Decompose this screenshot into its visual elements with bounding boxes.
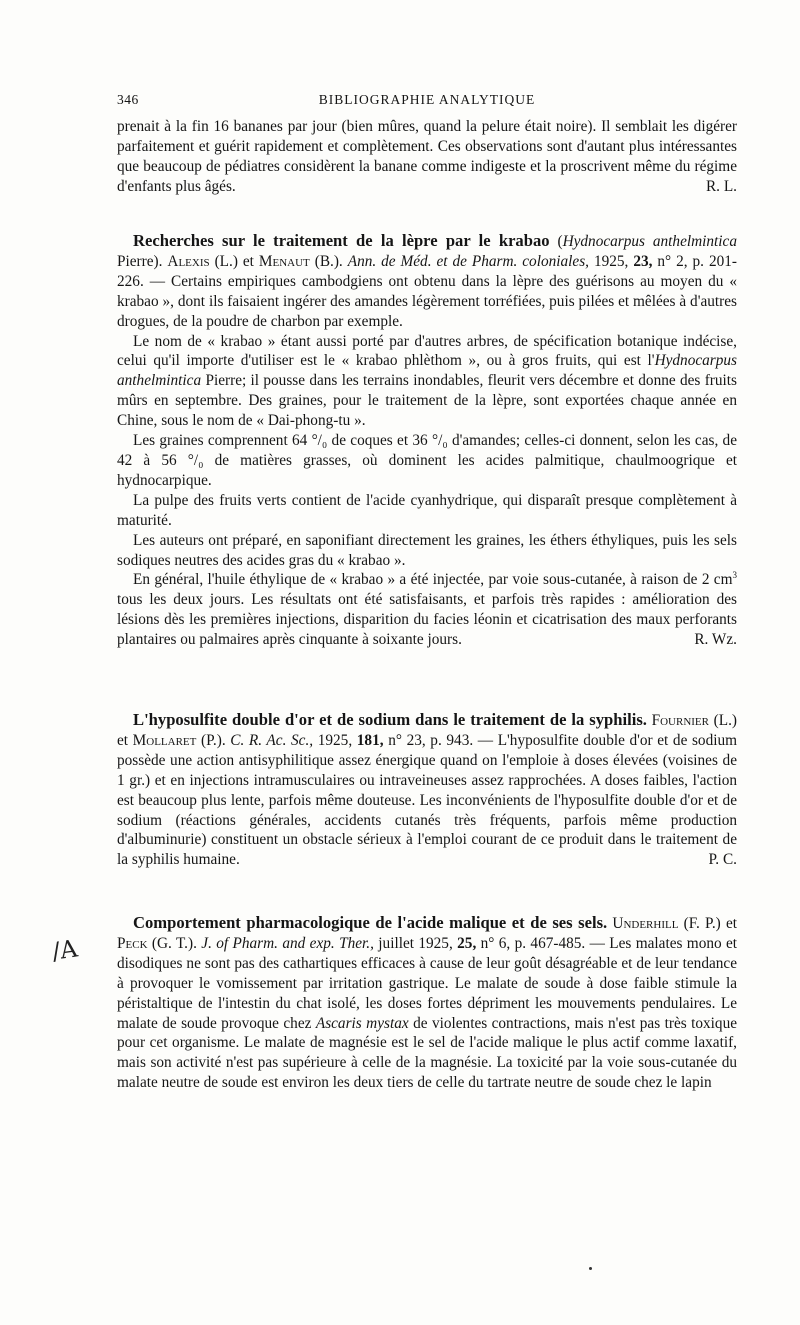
running-title: BIBLIOGRAPHIE ANALYTIQUE	[318, 92, 536, 107]
entry-title: Recherches sur le traitement de la lèpre par le krabao	[133, 231, 550, 250]
author-initial: (B.).	[314, 252, 343, 270]
text: tous les deux jours. Les résultats ont été satisfaisants, et parfois très rapides : amélioration des lésions dès les premières injections, disparition du facies léonin et cicatrisation des maux perforants plantaires ou palmaires après cinquante à soixante jours.	[117, 591, 737, 649]
author-name: Peck	[117, 934, 148, 952]
author-name: Alexis	[167, 252, 210, 270]
entry-citation	[117, 913, 737, 1093]
page-number: 346	[117, 92, 139, 107]
abstract-entry-hyposulfite	[117, 710, 737, 870]
print-speck	[589, 1267, 592, 1270]
running-header	[117, 92, 737, 112]
abstract-text: n° 6, p. 467-485. — Les malates mono et disodiques ne sont pas des cathartiques efficaces à cause de leur goût désagréable et de leur tendance à provoquer le vomissement par irritation gastrique. Le malate de soude à dose faible stimule la péristaltique de l'intestin du chat isolé, les doses fortes dépriment les mouvements pendulaires. Le malate de soude provoque chez	[117, 934, 738, 1032]
abstract-entry-krabao	[117, 231, 737, 650]
date: juillet 1925,	[378, 934, 453, 952]
author-initial: (G. T.).	[151, 934, 197, 952]
entry-title: Comportement pharmacologique de l'acide malique et de ses sels.	[133, 913, 608, 932]
text: Pierre; il pousse dans les terrains inondables, fleurit vers décembre et donne des fruits mûrs en septembre. Des graines, pour le traitement de la lèpre, sont exportées chaque année en Chine, sous le nom de « Dai-phong-tu ».	[117, 372, 737, 430]
author-initial: (F. P.) et	[683, 915, 738, 932]
author-name: Underhill	[612, 915, 679, 932]
author-initial: (L.) et	[117, 712, 738, 749]
abstract-text: n° 2, p. 201-226. — Certains empiriques cambodgiens ont obtenu dans la lèpre des guérisons au moyen du « krabao », dont ils faisaient ingérer des amandes légèrement torréfiées, puis pilées et mêlées à d'autres drogues, de la poudre de charbon par exemple.	[117, 252, 737, 330]
paragraph: Les auteurs ont préparé, en saponifiant directement les graines, les éthers éthyliques, puis les sels sodiques neutres des acides gras du « krabao ».	[117, 531, 737, 569]
author-name: Mollaret	[132, 731, 197, 749]
superscript: 3	[732, 570, 737, 581]
volume: 181,	[356, 731, 384, 749]
year: 1925,	[317, 731, 353, 749]
signature: R. L.	[705, 177, 737, 195]
handwritten-margin-mark: /A	[50, 934, 80, 966]
paragraph: Les graines comprennent 64 °/₀ de coques et 36 °/₀ d'amandes; celles-ci donnent, selon les cas, de 42 à 56 °/₀ de matières grasses, où dominent les acides palmitique, chaulmoogrique et hydnocarpique.	[117, 432, 737, 489]
journal-name: C. R. Ac. Sc.,	[230, 731, 314, 749]
authority: Pierre).	[117, 252, 163, 270]
volume: 25,	[457, 934, 477, 952]
text: En général, l'huile éthylique de « krabao » a été injectée, par voie sous-cutanée, à raison de 2 cm	[133, 571, 733, 589]
intro-section	[117, 117, 737, 197]
entry-citation	[117, 710, 737, 870]
intro-text: prenait à la fin 16 bananes par jour (bien mûres, quand la pelure était noire). Il semblait les digérer parfaitement et guérit rapidement et complètement. Ces observations sont d'autant plus intéressantes que beaucoup de pédiatres considèrent la banane comme indigeste et la proscrivent même du régime d'enfants plus âgés.	[117, 118, 737, 195]
journal-name: Ann. de Méd. et de Pharm. coloniales,	[347, 252, 589, 270]
author-name: Menaut	[258, 252, 310, 270]
abstract-text: de violentes contractions, mais n'est pas très toxique pour cet organisme. Le malate de magnésie est le sel de l'acide malique le plus actif comme laxatif, mais son activité n'est pas supérieure à celle de la magnésie. La toxicité par la voie sous-cutanée du malate neutre de soude est environ les deux tiers de celle du tartrate neutre de soude chez le lapin	[117, 1014, 738, 1092]
paragraph	[117, 332, 737, 432]
year: 1925,	[593, 252, 629, 270]
journal-name: J. of Pharm. and exp. Ther.,	[201, 934, 374, 952]
latin-name: Hydnocarpus anthelmintica	[562, 233, 737, 250]
latin-name: Hydnocarpus anthelmintica	[117, 352, 737, 390]
signature: P. C.	[708, 851, 737, 869]
text: Le nom de « krabao » étant aussi porté par d'autres arbres, de spécification botanique indécise, celui qu'il importe d'utiliser est le « krabao phlèthom », ou à gros fruits, qui est l'	[117, 332, 737, 370]
volume: 23,	[633, 252, 653, 270]
paragraph: La pulpe des fruits verts contient de l'acide cyanhydrique, qui disparaît presque complètement à maturité.	[117, 491, 737, 529]
latin-name: Ascaris mystax	[315, 1014, 409, 1032]
intro-paragraph	[117, 117, 737, 197]
author-initial: (L.) et	[214, 252, 254, 270]
entry-citation: Recherches sur le traitement de la lèpre par le krabao (Hydnocarpus anthelmintica Pierre). Alexis (L.) et Menaut (B.). Ann. de Méd. et de Pharm. coloniales, 1925, 23, n° 2, p. 201-226. — Certains empiriques cambodgiens ont obtenu dans la lèpre des guérisons au moyen du « krabao », dont ils faisaient ingérer des amandes légèrement torréfiées, puis pilées et mêlées à d'autres drogues, de la poudre de charbon par exemple.	[117, 231, 737, 330]
abstract-entry-acide-malique	[117, 913, 737, 1093]
author-initial: (P.).	[201, 731, 226, 749]
signature: R. Wz.	[694, 631, 737, 649]
paragraph	[117, 570, 737, 650]
entry-title: L'hyposulfite double d'or et de sodium dans le traitement de la syphilis.	[133, 710, 647, 729]
abstract-text: n° 23, p. 943. — L'hyposulfite double d'or et de sodium possède une action antisyphilitique assez énergique quand on l'emploie à doses élevées (voisines de 1 gr.) et en injections intramusculaires ou intraveineuses assez rapprochées. A doses faibles, l'action est beaucoup plus lente, parfois même douteuse. Les inconvénients de l'hyposulfite double d'or et de sodium (réactions générales, accidents cutanés très fréquents, parfois même production d'albuminurie) constituent un obstacle sérieux à l'emploi courant de ce produit dans le traitement de la syphilis humaine.	[117, 731, 738, 869]
author-name: Fournier	[651, 712, 709, 729]
